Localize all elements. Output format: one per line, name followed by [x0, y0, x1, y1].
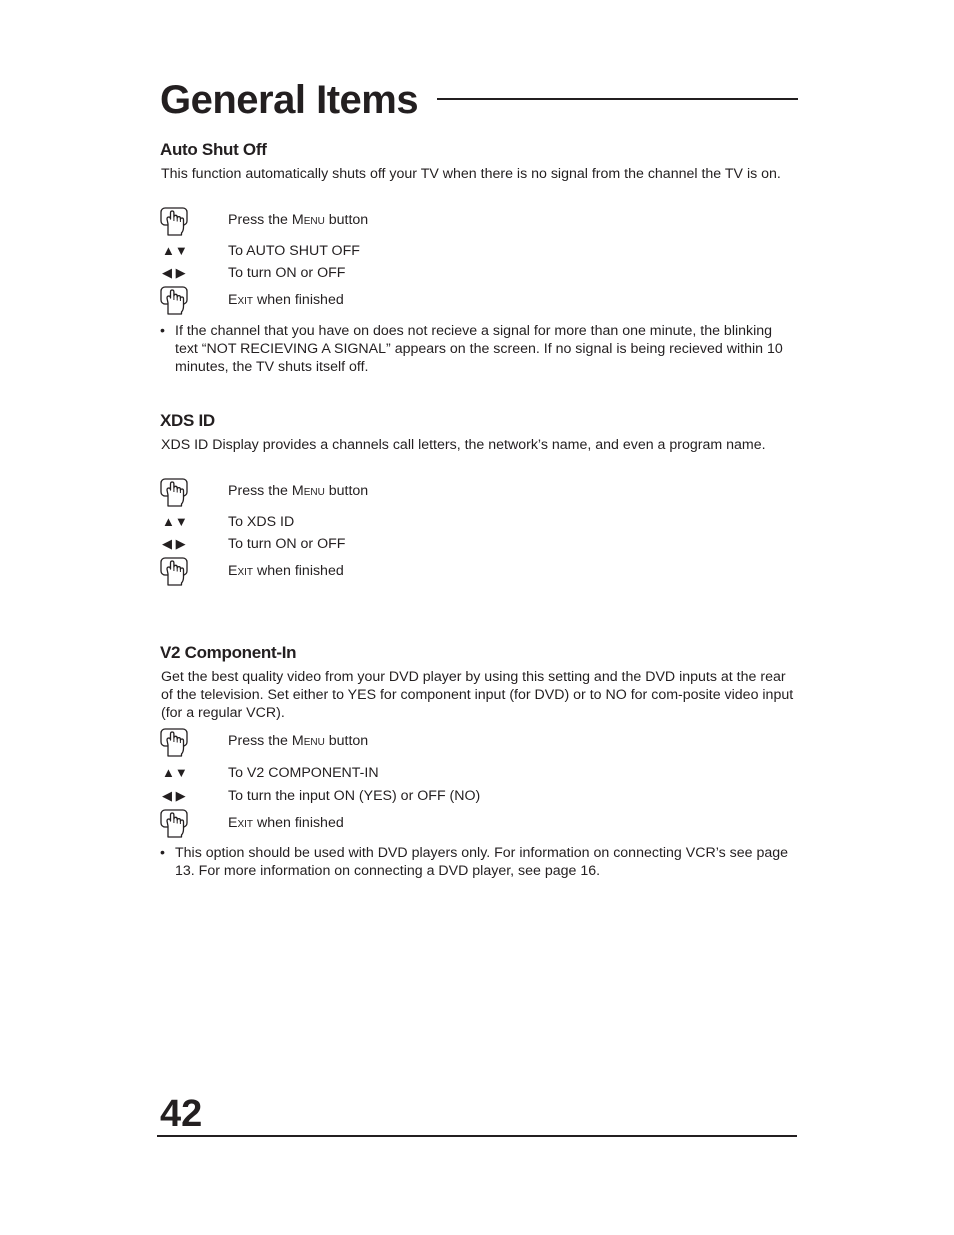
- menu-word: Menu: [291, 733, 325, 749]
- section-heading: V2 Component-In: [160, 643, 297, 662]
- note-text: This option should be used with DVD players only. For information on connecting VCR’s see page 13. For more information on connecting a DVD player, see page 16.: [175, 845, 789, 879]
- step-exit: [160, 809, 796, 845]
- page-header: [160, 76, 798, 124]
- section-heading: Auto Shut Off: [160, 140, 267, 159]
- bullet: •: [160, 323, 165, 339]
- step-exit: [160, 557, 796, 593]
- section-auto-shut-off: [160, 139, 796, 183]
- title-rule: [437, 98, 798, 100]
- page-number: 42: [160, 1093, 203, 1135]
- step-text: To turn ON or OFF: [228, 536, 346, 552]
- left-right-arrows-icon: ◀ ▶: [162, 788, 186, 803]
- step-text: To turn ON or OFF: [228, 265, 346, 281]
- exit-word: Exit: [228, 292, 254, 308]
- page-title: General Items: [160, 78, 419, 122]
- step-left-right: [160, 785, 796, 807]
- step-left-right: [160, 533, 796, 555]
- step-text: To XDS ID: [228, 514, 295, 530]
- section-heading: XDS ID: [160, 411, 215, 430]
- up-down-arrows-icon: ▲▼: [162, 514, 188, 529]
- step-press-menu: [160, 728, 796, 762]
- menu-word: Menu: [291, 212, 325, 228]
- step-text-suffix: button: [324, 483, 369, 499]
- menu-word: Menu: [291, 483, 325, 499]
- up-down-arrows-icon: ▲▼: [162, 243, 188, 258]
- step-exit: [160, 286, 796, 322]
- bullet: •: [160, 845, 165, 861]
- hand-press-icon: [160, 207, 190, 237]
- note-v2-component-in: [160, 844, 796, 880]
- steps-v2-component-in: [160, 728, 796, 845]
- hand-press-icon: [160, 809, 190, 839]
- step-text-suffix: button: [324, 733, 369, 749]
- left-right-arrows-icon: ◀ ▶: [162, 265, 186, 280]
- note-auto-shut-off: [160, 322, 792, 376]
- left-right-arrows-icon: ◀ ▶: [162, 536, 186, 551]
- step-text: Press the: [228, 733, 292, 749]
- hand-press-icon: [160, 728, 190, 758]
- step-up-down: [160, 511, 796, 533]
- step-text: To V2 COMPONENT-IN: [228, 765, 379, 781]
- step-text: To turn the input ON (YES) or OFF (NO): [228, 788, 481, 804]
- section-v2-component-in: [160, 642, 796, 722]
- step-text: when finished: [253, 563, 344, 579]
- hand-press-icon: [160, 286, 190, 316]
- step-text: when finished: [253, 815, 344, 831]
- step-up-down: [160, 240, 796, 262]
- step-press-menu: [160, 478, 796, 511]
- section-description: XDS ID Display provides a channels call letters, the network’s name, and even a program name.: [161, 437, 766, 453]
- step-up-down: [160, 762, 796, 785]
- step-text: Press the: [228, 483, 292, 499]
- step-press-menu: [160, 207, 796, 240]
- step-left-right: [160, 262, 796, 284]
- exit-word: Exit: [228, 815, 254, 831]
- steps-auto-shut-off: [160, 207, 796, 322]
- step-text: Press the: [228, 212, 292, 228]
- hand-press-icon: [160, 478, 190, 508]
- step-text: To AUTO SHUT OFF: [228, 243, 360, 259]
- note-text: If the channel that you have on does not recieve a signal for more than one minute, the blinking text “NOT RECIEVING A SIGNAL” appears on the screen. If no signal is being recieved within 10 minutes, the TV shuts itself off.: [175, 323, 783, 375]
- step-text-suffix: button: [324, 212, 369, 228]
- note: [160, 322, 792, 376]
- step-text: when finished: [253, 292, 344, 308]
- steps-xds-id: [160, 478, 796, 593]
- up-down-arrows-icon: ▲▼: [162, 765, 188, 780]
- section-xds-id: [160, 410, 796, 454]
- note: [160, 844, 796, 880]
- section-description: Get the best quality video from your DVD player by using this setting and the DVD inputs at the rear of the television. Set either to YES for component input (for DVD) or to NO for com-posite video input (for a regular VCR).: [161, 669, 794, 721]
- hand-press-icon: [160, 557, 190, 587]
- footer-rule: [157, 1135, 797, 1137]
- exit-word: Exit: [228, 563, 254, 579]
- section-description: This function automatically shuts off your TV when there is no signal from the channel the TV is on.: [161, 166, 781, 182]
